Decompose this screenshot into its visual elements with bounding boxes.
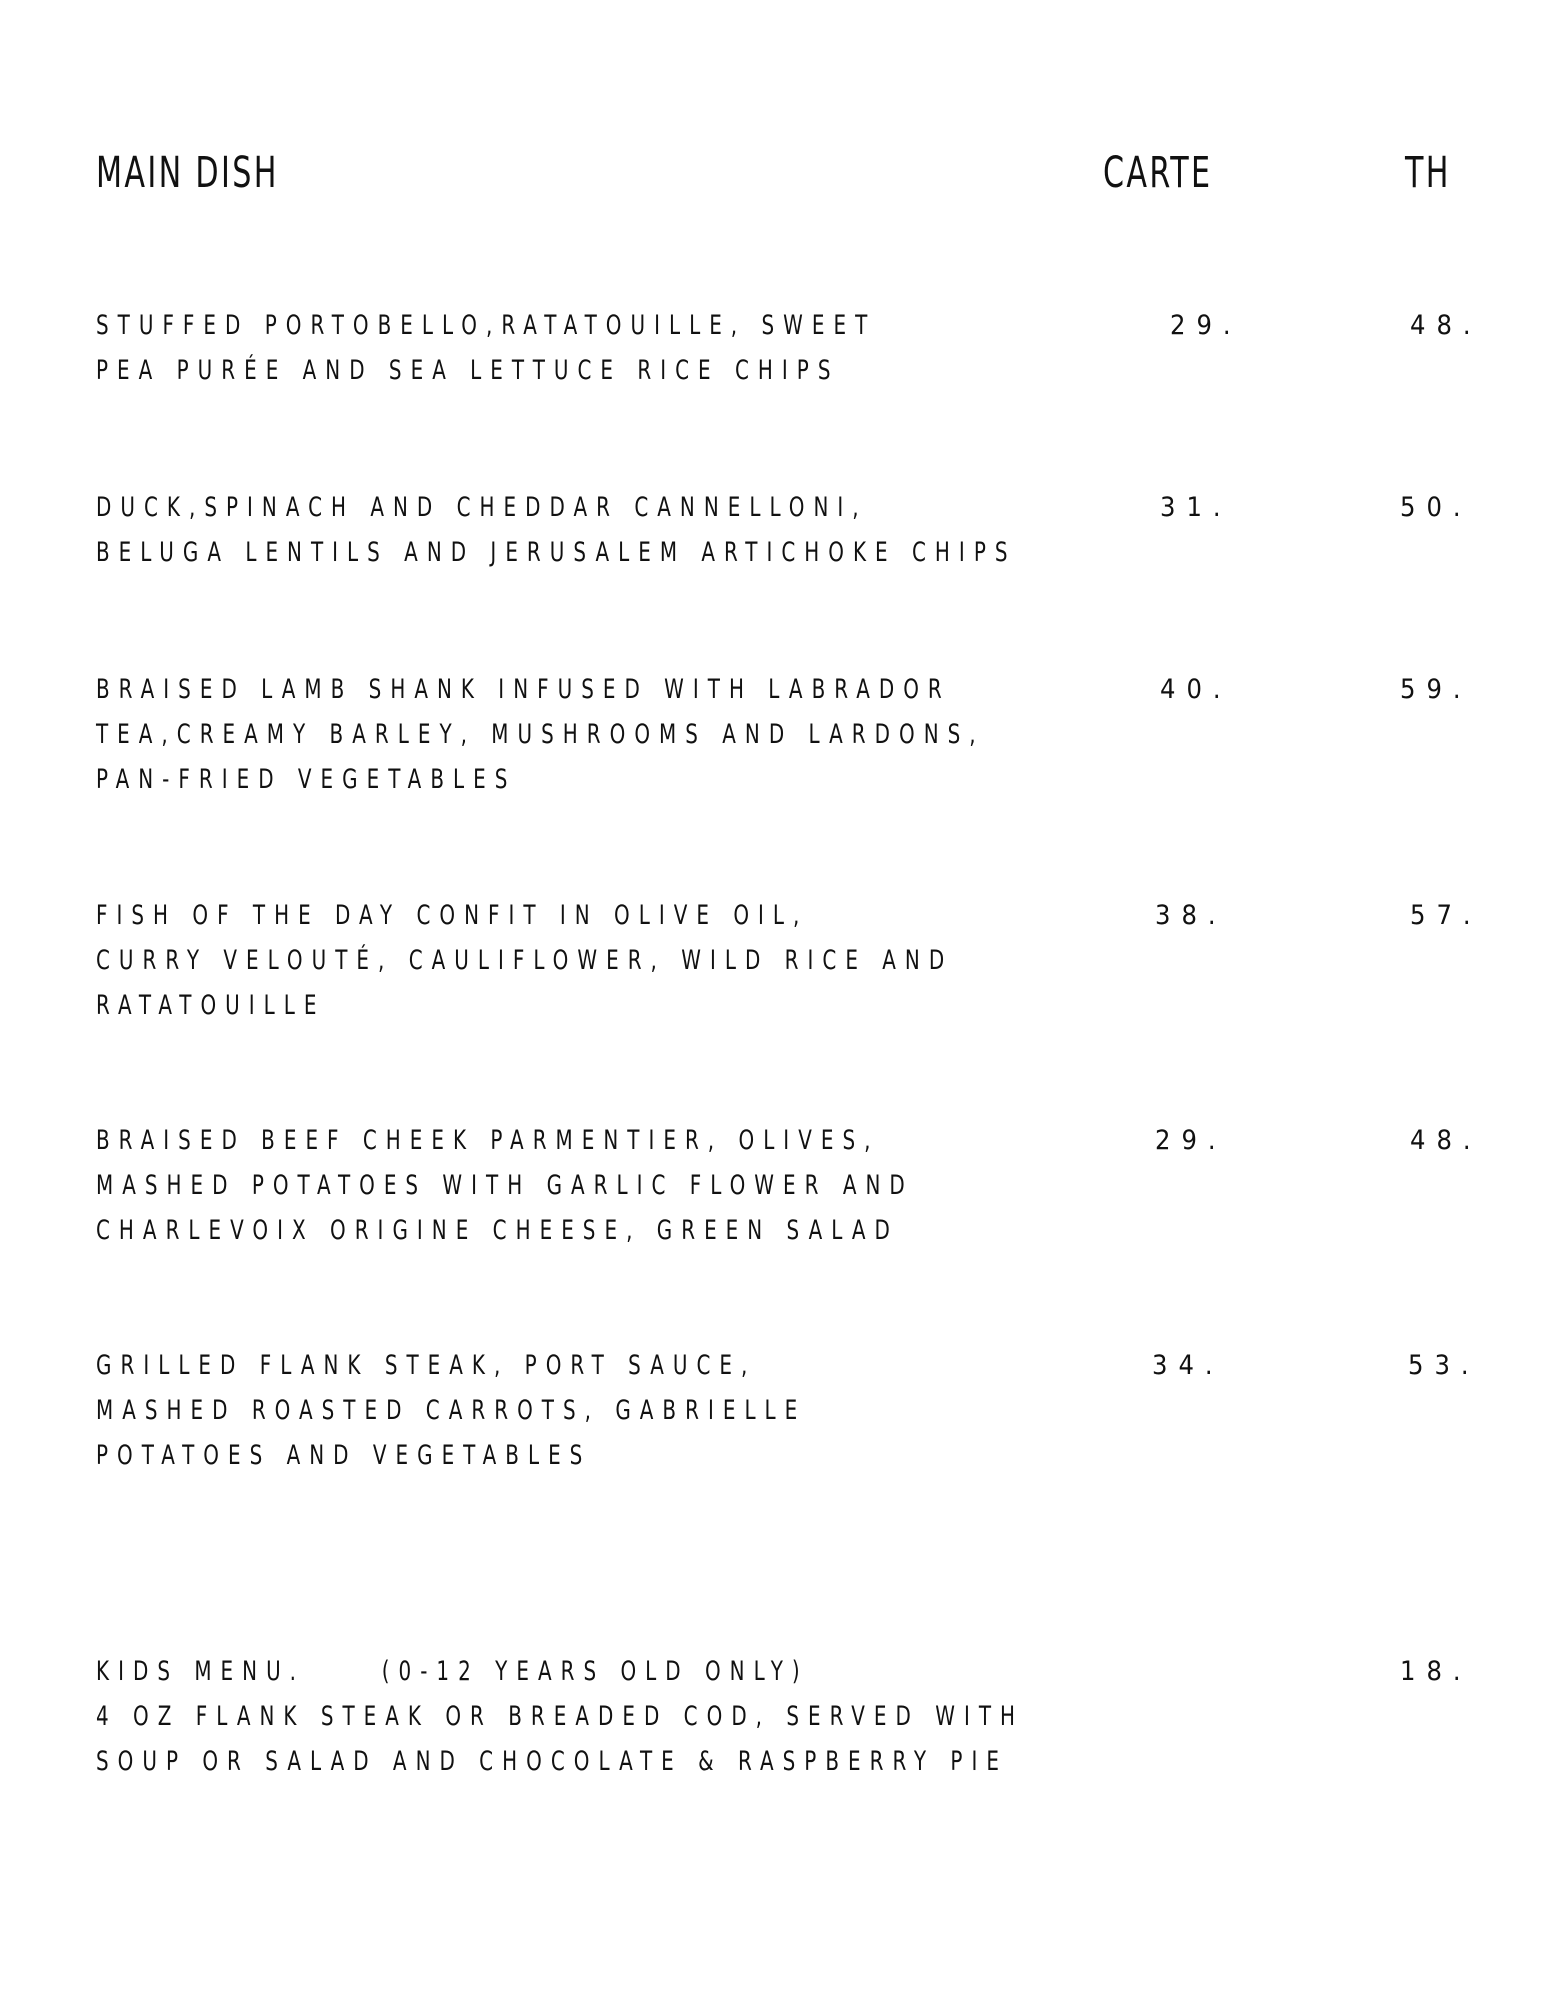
section-title: MAIN DISH — [96, 148, 279, 198]
dish-description-line: FISH OF THE DAY CONFIT IN OLIVE OIL, — [96, 900, 809, 931]
dish-description-line: PEA PURÉE AND SEA LETTUCE RICE CHIPS — [96, 355, 840, 386]
dish-description — [96, 303, 1156, 393]
menu-header — [0, 148, 1545, 208]
dish-description-line: RATATOUILLE — [96, 990, 326, 1021]
price-th: 48. — [1410, 310, 1482, 341]
dish-description-line: MASHED POTATOES WITH GARLIC FLOWER AND — [96, 1170, 914, 1201]
dish-description-line: BRAISED BEEF CHEEK PARMENTIER, OLIVES, — [96, 1125, 880, 1156]
price-th: 57. — [1410, 900, 1482, 931]
price-th: 53. — [1408, 1350, 1480, 1381]
dish-description — [96, 1118, 1156, 1253]
dish-description-line: CURRY VELOUTÉ, CAULIFLOWER, WILD RICE AND — [96, 945, 954, 976]
kids-menu-description — [96, 1649, 1156, 1784]
dish-description — [96, 1343, 1156, 1478]
dish-description-line: STUFFED PORTOBELLO,RATATOUILLE, SWEET — [96, 310, 877, 341]
kids-menu-price: 18. — [1400, 1656, 1472, 1687]
price-carte: 40. — [1160, 674, 1232, 705]
price-th: 48. — [1410, 1125, 1482, 1156]
dish-description-line: CHARLEVOIX ORIGINE CHEESE, GREEN SALAD — [96, 1215, 899, 1246]
dish-description-line: BRAISED LAMB SHANK INFUSED WITH LABRADOR — [96, 674, 951, 705]
dish-description-line: DUCK,SPINACH AND CHEDDAR CANNELLONI, — [96, 492, 868, 523]
dish-description — [96, 485, 1156, 575]
dish-description-line: MASHED ROASTED CARROTS, GABRIELLE — [96, 1395, 807, 1426]
dish-description-line: POTATOES AND VEGETABLES — [96, 1440, 592, 1471]
kids-menu-title: KIDS MENU. (0-12 YEARS OLD ONLY) — [96, 1656, 809, 1687]
price-carte: 38. — [1155, 900, 1227, 931]
dish-description-line: TEA,CREAMY BARLEY, MUSHROOMS AND LARDONS, — [96, 719, 985, 750]
dish-description-line: BELUGA LENTILS AND JERUSALEM ARTICHOKE CHIPS — [96, 537, 1017, 568]
kids-menu-line: 4 OZ FLANK STEAK OR BREADED COD, SERVED WITH — [96, 1701, 1025, 1732]
dish-description-line: PAN-FRIED VEGETABLES — [96, 764, 517, 795]
dish-description-line: GRILLED FLANK STEAK, PORT SAUCE, — [96, 1350, 757, 1381]
price-th: 59. — [1400, 674, 1472, 705]
price-th: 50. — [1400, 492, 1472, 523]
dish-description — [96, 893, 1156, 1028]
dish-description — [96, 667, 1156, 802]
column-header-carte: CARTE — [1103, 148, 1213, 198]
price-carte: 29. — [1155, 1125, 1227, 1156]
price-carte: 31. — [1160, 492, 1232, 523]
column-header-th: TH — [1405, 148, 1451, 198]
price-carte: 29. — [1170, 310, 1242, 341]
kids-menu-line: SOUP OR SALAD AND CHOCOLATE & RASPBERRY PIE — [96, 1746, 1008, 1777]
price-carte: 34. — [1152, 1350, 1224, 1381]
